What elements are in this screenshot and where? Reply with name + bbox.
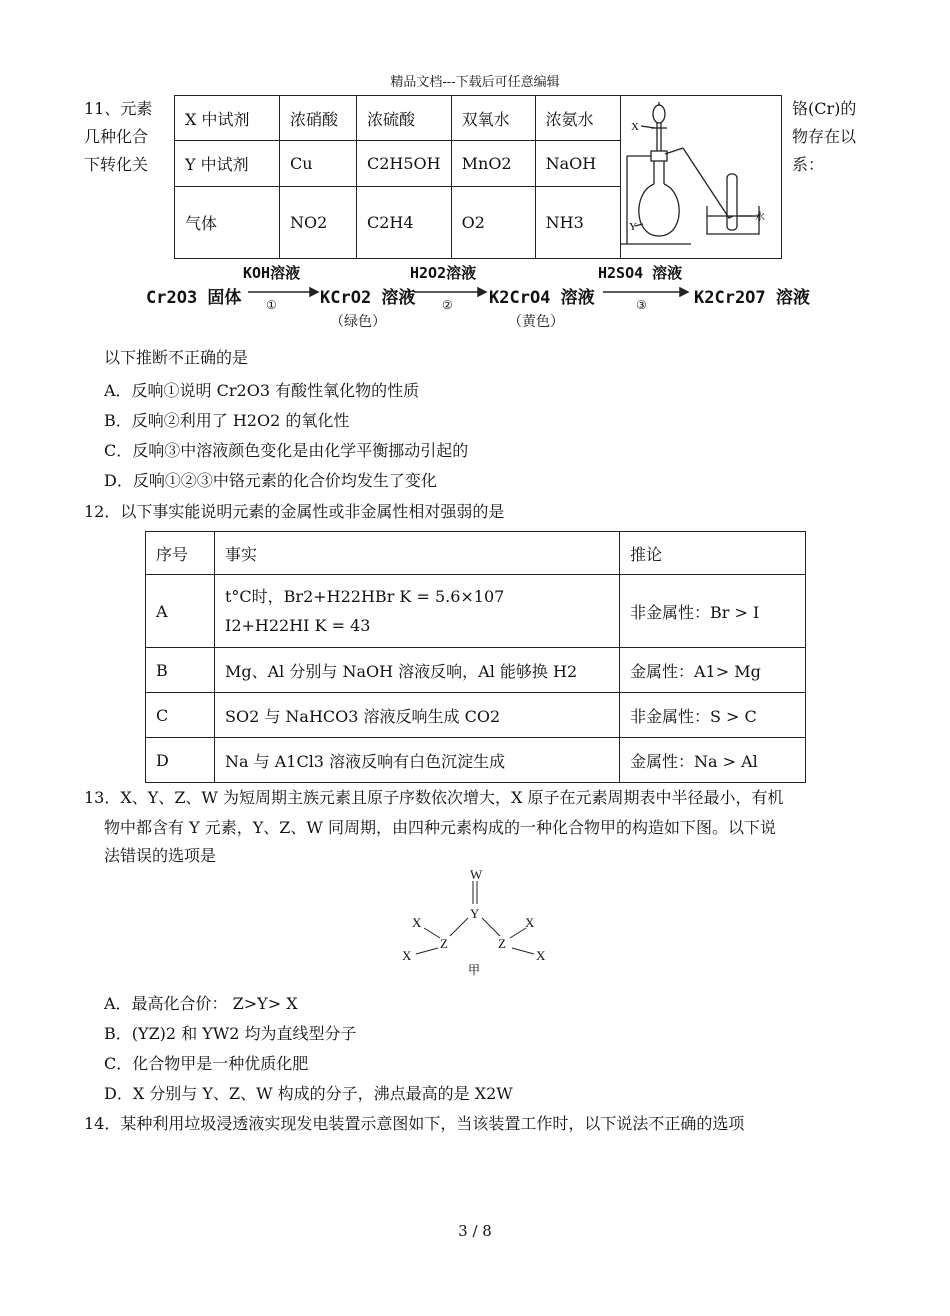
q11-left-line: 几种化合	[84, 127, 149, 146]
table-cell: 非金属性：Br > I	[620, 575, 806, 648]
q11-left-line: 11、元素	[84, 99, 153, 118]
atom-z: Z	[440, 936, 448, 951]
apparatus-label-y: Y	[628, 221, 637, 233]
q11-right-line: 系：	[792, 155, 825, 174]
table-cell: Y 中试剂	[175, 141, 280, 186]
q13-option-b: B．(YZ)2 和 YW2 均为直线型分子	[104, 1024, 357, 1043]
scheme-product-2: K2CrO4 溶液	[489, 288, 595, 308]
table-cell: Mg、Al 分别与 NaOH 溶液反响，Al 能够换 H2	[215, 648, 620, 693]
q11-left-line: 下转化关	[84, 155, 149, 174]
table-header: 序号	[146, 532, 215, 575]
table-cell: 非金属性：S > C	[620, 693, 806, 738]
table-row	[146, 693, 806, 738]
table-cell: 金属性：A1> Mg	[620, 648, 806, 693]
q13-stem-line: 13．X、Y、Z、W 为短周期主族元素且原子序数依次增大，X 原子在元素周期表中半径最小，有机	[84, 788, 784, 807]
page-header: 精品文档---下载后可任意编辑	[390, 75, 560, 90]
table-cell: Cu	[280, 141, 357, 186]
table-cell: 浓硝酸	[280, 96, 357, 141]
table-cell: C	[146, 693, 215, 738]
table-cell: 浓氨水	[535, 96, 620, 141]
q11-stem: 以下推断不正确的是	[104, 348, 249, 367]
q11-option-a: A．反响①说明 Cr2O3 有酸性氧化物的性质	[104, 381, 420, 400]
q11-right-line: 物存在以	[792, 127, 857, 146]
atom-y: Y	[470, 906, 480, 921]
q14-stem: 14．某种利用垃圾浸透液实现发电装置示意图如下，当该装置工作时，以下说法不正确的选项	[84, 1114, 745, 1133]
scheme-step-2: ②	[442, 298, 453, 312]
scheme-start: Cr2O3 固体	[146, 288, 242, 308]
apparatus-label-x: X	[630, 121, 639, 133]
scheme-reagent-1: KOH溶液	[243, 264, 301, 282]
scheme-color-2: （黄色）	[508, 314, 564, 330]
table-cell: NaOH	[535, 141, 620, 186]
scheme-step-3: ③	[636, 298, 647, 312]
table-cell: 双氧水	[451, 96, 535, 141]
apparatus-label-water: 水	[754, 212, 765, 223]
atom-x: X	[536, 948, 546, 963]
scheme-color-1: （绿色）	[330, 314, 386, 330]
atom-x: X	[412, 915, 422, 930]
page-number: 3 / 8	[458, 1222, 492, 1240]
table-cell: NO2	[280, 186, 357, 258]
table-cell: X 中试剂	[175, 96, 280, 141]
table-row	[146, 738, 806, 783]
q11-option-c: C．反响③中溶液颜色变化是由化学平衡挪动引起的	[104, 441, 469, 460]
q11-option-b: B．反响②利用了 H2O2 的氧化性	[104, 411, 350, 430]
table-cell: C2H5OH	[357, 141, 452, 186]
atom-z: Z	[498, 936, 506, 951]
fact-line: I2+H22HI K = 43	[225, 616, 371, 635]
q13-option-c: C．化合物甲是一种优质化肥	[104, 1054, 309, 1073]
table-header: 事实	[215, 532, 620, 575]
table-cell: A	[146, 575, 215, 648]
fact-line: t°C时，Br2+H22HBr K = 5.6×107	[225, 587, 505, 606]
table-cell: O2	[451, 186, 535, 258]
structure-diagram	[390, 866, 560, 986]
table-cell: B	[146, 648, 215, 693]
atom-x: X	[525, 915, 535, 930]
scheme-reagent-3: H2SO4 溶液	[598, 264, 683, 282]
scheme-product-3: K2Cr2O7 溶液	[694, 288, 810, 308]
table-cell: C2H4	[357, 186, 452, 258]
table-row	[146, 648, 806, 693]
table-cell: SO2 与 NaHCO3 溶液反响生成 CO2	[215, 693, 620, 738]
table-cell	[215, 575, 620, 648]
table-cell: NH3	[535, 186, 620, 258]
q12-stem: 12．以下事实能说明元素的金属性或非金属性相对强弱的是	[84, 502, 505, 521]
table-cell: 浓硫酸	[357, 96, 452, 141]
q12-table	[145, 531, 806, 783]
table-cell: MnO2	[451, 141, 535, 186]
atom-x: X	[402, 948, 412, 963]
table-row	[146, 575, 806, 648]
q13-stem-line: 法错误的选项是	[104, 846, 217, 865]
table-header: 推论	[620, 532, 806, 575]
q13-option-a: A．最高化合价： Z>Y> X	[104, 994, 298, 1013]
table-cell: Na 与 A1Cl3 溶液反响有白色沉淀生成	[215, 738, 620, 783]
q13-stem-line: 物中都含有 Y 元素，Y、Z、W 同周期，由四种元素构成的一种化合物甲的构造如下图。以下说	[104, 818, 776, 837]
table-cell: 金属性：Na > Al	[620, 738, 806, 783]
scheme-arrows	[0, 0, 950, 340]
table-header-row	[146, 532, 806, 575]
compound-label: 甲	[468, 963, 481, 977]
q11-right-line: 铬(Cr)的	[792, 99, 857, 118]
q11-option-d: D．反响①②③中铬元素的化合价均发生了变化	[104, 471, 437, 490]
scheme-product-1: KCrO2 溶液	[320, 288, 416, 308]
scheme-step-1: ①	[266, 298, 277, 312]
table-cell: 气体	[175, 186, 280, 258]
q13-option-d: D．X 分别与 Y、Z、W 构成的分子，沸点最高的是 X2W	[104, 1084, 513, 1103]
scheme-reagent-2: H2O2溶液	[410, 264, 477, 282]
atom-w: W	[470, 867, 483, 882]
table-cell: D	[146, 738, 215, 783]
